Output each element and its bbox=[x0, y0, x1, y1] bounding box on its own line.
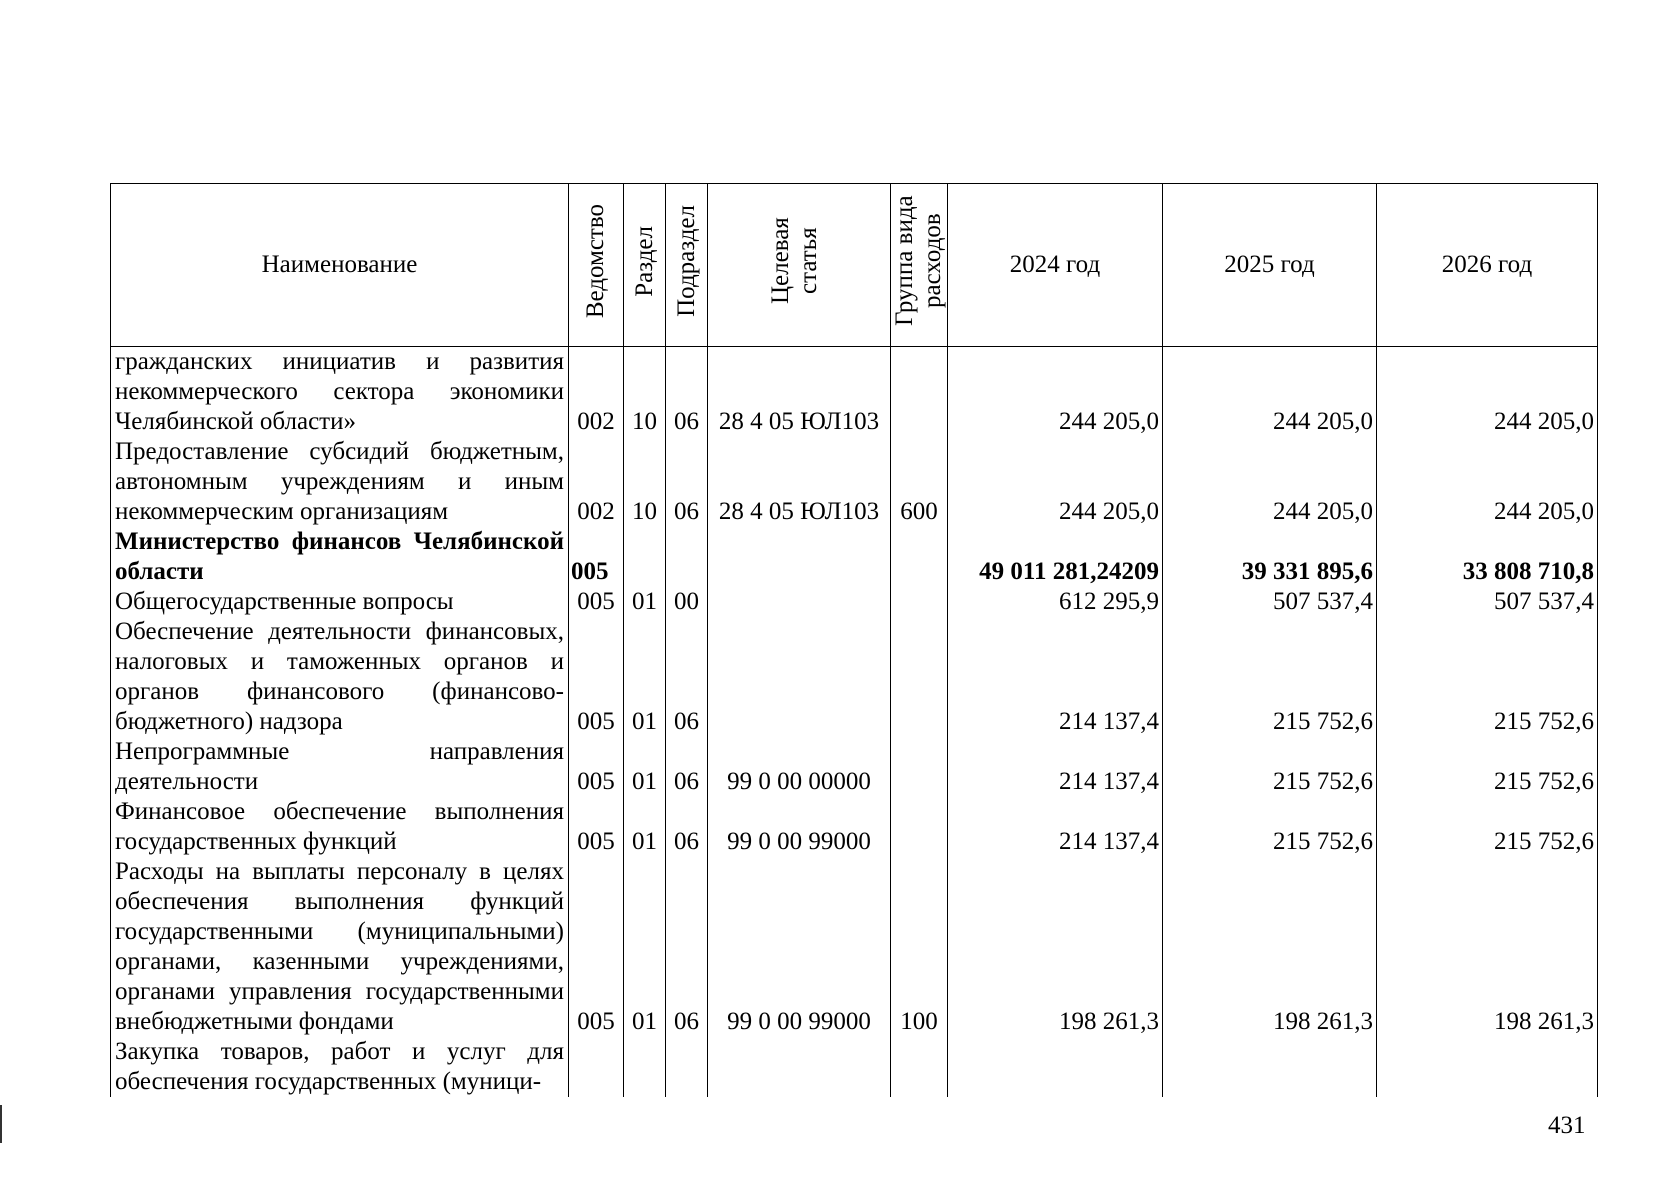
row-target bbox=[708, 617, 891, 737]
row-subsection bbox=[666, 527, 708, 587]
row-2025: 198 261,3 bbox=[1163, 857, 1377, 1037]
row-group bbox=[891, 587, 948, 617]
row-2024: 244 205,0 bbox=[948, 437, 1163, 527]
table-header-row bbox=[111, 184, 1598, 347]
row-subsection: 06 bbox=[666, 857, 708, 1037]
row-2025: 215 752,6 bbox=[1163, 737, 1377, 797]
table-row bbox=[111, 587, 1598, 617]
row-2025: 39 331 895,6 bbox=[1163, 527, 1377, 587]
row-2024: 612 295,9 bbox=[948, 587, 1163, 617]
row-section: 01 bbox=[624, 737, 666, 797]
row-target bbox=[708, 587, 891, 617]
row-2026: 507 537,4 bbox=[1377, 587, 1598, 617]
row-2026: 244 205,0 bbox=[1377, 437, 1598, 527]
table-row bbox=[111, 1037, 1598, 1097]
row-section: 10 bbox=[624, 437, 666, 527]
header-section: Раздел bbox=[630, 225, 658, 297]
row-subsection: 06 bbox=[666, 797, 708, 857]
row-2024: 49 011 281,24209 bbox=[948, 527, 1163, 587]
row-dept: 005 bbox=[569, 527, 624, 587]
table-row bbox=[111, 527, 1598, 587]
row-name: Министерство финансов Челябинской области bbox=[111, 527, 569, 587]
row-group bbox=[891, 347, 948, 438]
row-2025: 507 537,4 bbox=[1163, 587, 1377, 617]
row-group bbox=[891, 617, 948, 737]
row-section: 01 bbox=[624, 797, 666, 857]
row-dept: 002 bbox=[569, 437, 624, 527]
table-row bbox=[111, 857, 1598, 1037]
row-2026: 215 752,6 bbox=[1377, 797, 1598, 857]
row-name: Общегосударственные вопросы bbox=[111, 587, 569, 617]
header-group: Группа вида расходов bbox=[891, 195, 946, 327]
row-section: 10 bbox=[624, 347, 666, 438]
row-name: гражданских инициатив и развития некоммерческого сектора экономики Челябинской области» bbox=[111, 347, 569, 438]
row-2026: 215 752,6 bbox=[1377, 617, 1598, 737]
row-2025: 215 752,6 bbox=[1163, 617, 1377, 737]
row-target: 28 4 05 ЮЛ103 bbox=[708, 437, 891, 527]
row-group: 100 bbox=[891, 857, 948, 1037]
row-2026: 244 205,0 bbox=[1377, 347, 1598, 438]
budget-table bbox=[110, 183, 1598, 1097]
header-name: Наименование bbox=[111, 184, 569, 347]
row-group: 600 bbox=[891, 437, 948, 527]
row-group bbox=[891, 1037, 948, 1097]
row-2024: 244 205,0 bbox=[948, 347, 1163, 438]
row-subsection: 06 bbox=[666, 617, 708, 737]
row-2026: 198 261,3 bbox=[1377, 857, 1598, 1037]
row-name: Финансовое обеспечение выполнения государственных функций bbox=[111, 797, 569, 857]
row-target bbox=[708, 1037, 891, 1097]
row-section bbox=[624, 1037, 666, 1097]
header-subsection: Подраздел bbox=[672, 205, 700, 317]
row-2025 bbox=[1163, 1037, 1377, 1097]
row-subsection bbox=[666, 1037, 708, 1097]
row-2025: 215 752,6 bbox=[1163, 797, 1377, 857]
row-name: Предоставление субсидий бюджетным, автономным учреждениям и иным некоммерческим организациям bbox=[111, 437, 569, 527]
row-target: 99 0 00 99000 bbox=[708, 797, 891, 857]
row-2024: 214 137,4 bbox=[948, 617, 1163, 737]
row-2026: 215 752,6 bbox=[1377, 737, 1598, 797]
table-row bbox=[111, 617, 1598, 737]
page-number: 431 bbox=[1548, 1112, 1586, 1139]
row-2024 bbox=[948, 1037, 1163, 1097]
table-row bbox=[111, 347, 1598, 438]
row-subsection: 00 bbox=[666, 587, 708, 617]
row-2024: 214 137,4 bbox=[948, 797, 1163, 857]
row-subsection: 06 bbox=[666, 437, 708, 527]
table-row bbox=[111, 437, 1598, 527]
row-name: Расходы на выплаты персоналу в целях обеспечения выполнения функций государственными (муниципальными) органами, казенными учреждениями, органами управления государственными внебюджетными фондами bbox=[111, 857, 569, 1037]
row-2026: 33 808 710,8 bbox=[1377, 527, 1598, 587]
row-section: 01 bbox=[624, 617, 666, 737]
row-dept: 005 bbox=[569, 857, 624, 1037]
row-2024: 198 261,3 bbox=[948, 857, 1163, 1037]
header-2026: 2026 год bbox=[1377, 184, 1598, 347]
row-target: 99 0 00 99000 bbox=[708, 857, 891, 1037]
row-2026 bbox=[1377, 1037, 1598, 1097]
row-group bbox=[891, 527, 948, 587]
row-2025: 244 205,0 bbox=[1163, 347, 1377, 438]
row-target bbox=[708, 527, 891, 587]
row-group bbox=[891, 797, 948, 857]
row-section bbox=[624, 527, 666, 587]
table-row bbox=[111, 797, 1598, 857]
row-group bbox=[891, 737, 948, 797]
header-target: Целевая статья bbox=[767, 217, 822, 305]
table-row bbox=[111, 737, 1598, 797]
row-name: Закупка товаров, работ и услуг для обеспечения государственных (муници- bbox=[111, 1037, 569, 1097]
row-target: 99 0 00 00000 bbox=[708, 737, 891, 797]
row-dept: 005 bbox=[569, 617, 624, 737]
row-name: Обеспечение деятельности финансовых, налоговых и таможенных органов и органов финансового (финансово-бюджетного) надзора bbox=[111, 617, 569, 737]
row-dept bbox=[569, 1037, 624, 1097]
row-subsection: 06 bbox=[666, 347, 708, 438]
header-2025: 2025 год bbox=[1163, 184, 1377, 347]
row-section: 01 bbox=[624, 587, 666, 617]
row-subsection: 06 bbox=[666, 737, 708, 797]
row-target: 28 4 05 ЮЛ103 bbox=[708, 347, 891, 438]
row-section: 01 bbox=[624, 857, 666, 1037]
row-dept: 002 bbox=[569, 347, 624, 438]
row-name: Непрограммные направления деятельности bbox=[111, 737, 569, 797]
row-dept: 005 bbox=[569, 587, 624, 617]
header-2024: 2024 год bbox=[948, 184, 1163, 347]
row-dept: 005 bbox=[569, 737, 624, 797]
scan-edge-mark bbox=[0, 1105, 2, 1143]
row-dept: 005 bbox=[569, 797, 624, 857]
row-2024: 214 137,4 bbox=[948, 737, 1163, 797]
header-dept: Ведомство bbox=[582, 203, 609, 319]
row-2025: 244 205,0 bbox=[1163, 437, 1377, 527]
